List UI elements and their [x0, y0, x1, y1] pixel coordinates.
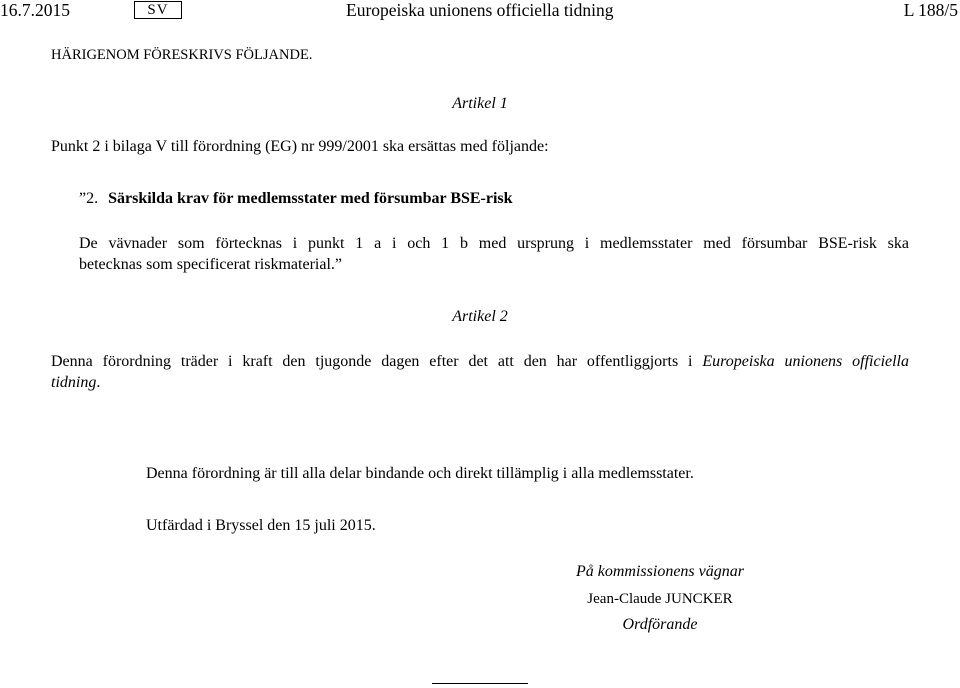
binding-clause: Denna förordning är till alla delar bindande och direkt tillämplig i alla medlemsstater. [146, 465, 694, 482]
article-2-title: Artikel 2 [452, 308, 508, 325]
article-2-line-2 [51, 372, 909, 393]
signature-on-behalf: På kommissionens vägnar [576, 563, 744, 580]
page-reference: L 188/5 [903, 0, 958, 20]
quoted-point-body-line-2: betecknas som specificerat riskmaterial.” [79, 256, 342, 273]
article-1-intro: Punkt 2 i bilaga V till förordning (EG) nr 999/2001 ska ersättas med följande: [51, 138, 549, 155]
publication-date: 16.7.2015 [0, 0, 70, 20]
quoted-point-heading [79, 189, 513, 209]
quoted-point-body-line-1: De vävnader som förtecknas i punkt 1 a i och 1 b med ursprung i medlemsstater med försumbar BSE-risk ska [79, 235, 909, 252]
article-2-journal-ref-end: tidning [51, 374, 97, 391]
signatory-name: Jean-Claude JUNCKER [587, 591, 733, 607]
done-at: Utfärdad i Bryssel den 15 juli 2015. [146, 517, 376, 534]
end-rule [432, 683, 528, 684]
article-2-journal-ref: Europeiska unionens officiella [702, 353, 910, 370]
article-2-line-1-plain: Denna förordning träder i kraft den tjugonde dagen efter det att den har offentliggjorts i [51, 353, 693, 370]
article-2-line-1 [51, 351, 909, 372]
article-1-title: Artikel 1 [452, 95, 508, 112]
language-badge: SV [134, 1, 182, 19]
article-2-text [51, 351, 909, 393]
journal-title: Europeiska unionens officiella tidning [346, 0, 614, 20]
quoted-point-body [79, 233, 909, 275]
quoted-point-number: ”2. [79, 190, 99, 207]
article-2-period: . [96, 374, 101, 391]
signatory-role: Ordförande [622, 616, 698, 633]
quoted-point-title: Särskilda krav för medlemsstater med försumbar BSE-risk [108, 190, 513, 207]
enacting-formula: HÄRIGENOM FÖRESKRIVS FÖLJANDE. [51, 47, 313, 63]
